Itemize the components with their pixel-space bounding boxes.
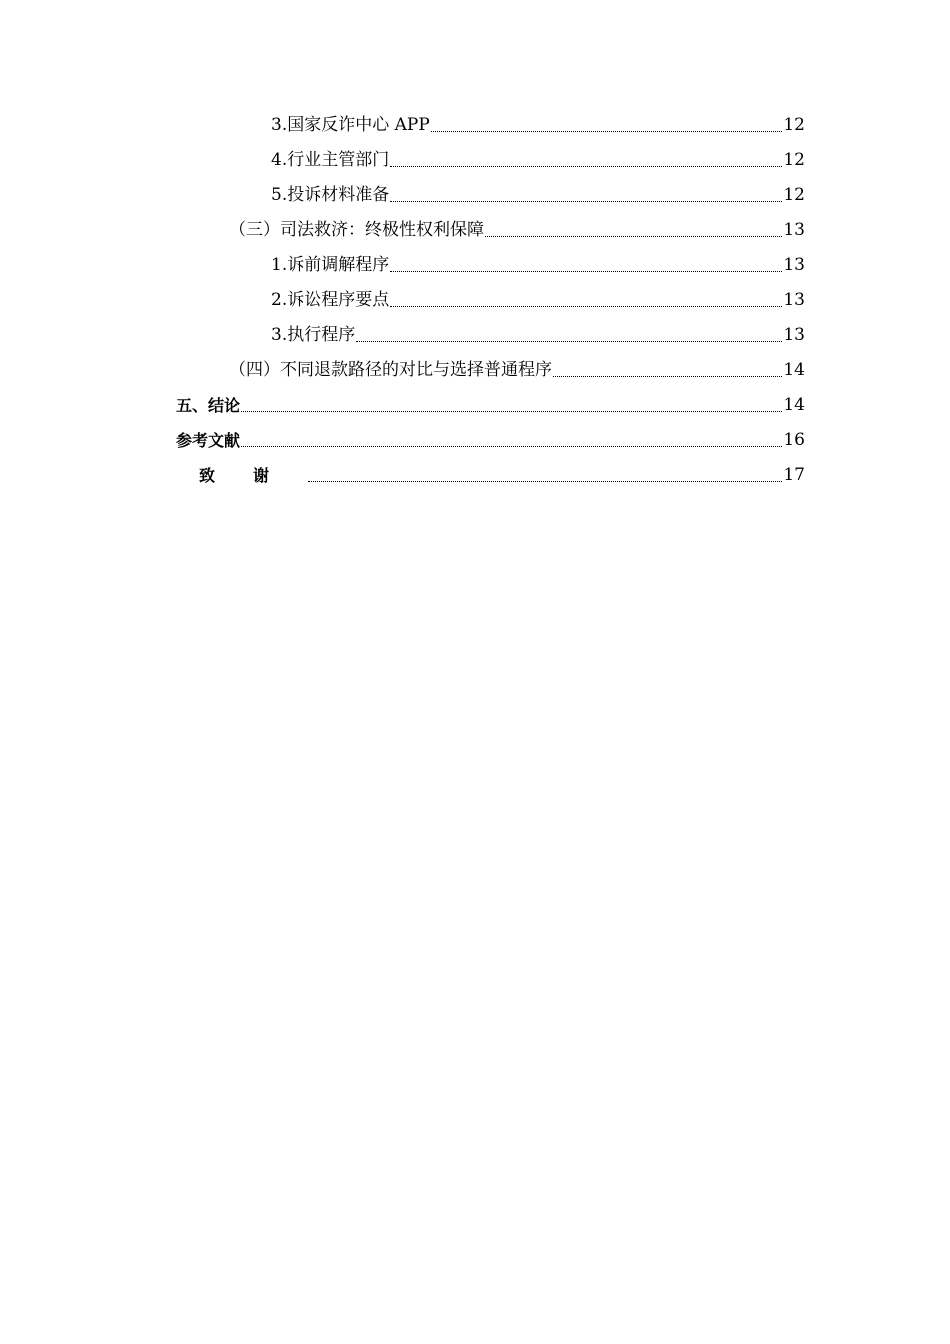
toc-entry-page: 12 — [783, 150, 805, 170]
dot-leader — [390, 248, 782, 283]
toc-entry-label: 4.行业主管部门 — [271, 150, 390, 170]
toc-entry-refund-path-comparison[interactable] — [0, 353, 950, 388]
toc-entry-label: （四）不同退款路径的对比与选择普通程序 — [229, 360, 552, 380]
toc-entry-conclusion[interactable] — [0, 388, 950, 423]
toc-entry-label: 3.国家反诈中心 APP — [271, 115, 430, 135]
toc-entry-label: 致谢 — [199, 466, 308, 485]
dot-leader — [553, 353, 782, 388]
dot-leader — [390, 143, 782, 178]
dot-leader — [485, 213, 782, 248]
toc-entry-label: 5.投诉材料准备 — [271, 185, 390, 205]
toc-entry-acknowledgements[interactable] — [0, 458, 950, 493]
toc-entry-page: 13 — [783, 255, 805, 275]
toc-entry-page: 14 — [783, 360, 805, 380]
dot-leader — [241, 423, 782, 458]
toc-entry-litigation-points[interactable] — [0, 283, 950, 318]
toc-entry-page: 13 — [783, 220, 805, 240]
toc-entry-references[interactable] — [0, 423, 950, 458]
toc-entry-page: 17 — [783, 465, 805, 485]
toc-entry-judicial-relief[interactable] — [0, 213, 950, 248]
toc-entry-label: 2.诉讼程序要点 — [271, 290, 390, 310]
toc-entry-page: 12 — [783, 185, 805, 205]
dot-leader — [308, 458, 782, 493]
dot-leader — [356, 318, 782, 353]
toc-entry-label: 3.执行程序 — [271, 325, 356, 345]
toc-entry-page: 16 — [783, 430, 805, 450]
dot-leader — [390, 283, 782, 318]
dot-leader — [431, 108, 783, 143]
toc-entry-label: 参考文献 — [176, 431, 241, 450]
toc-entry-label: （三）司法救济：终极性权利保障 — [229, 220, 484, 240]
toc-entry-anti-fraud-app[interactable] — [0, 108, 950, 143]
toc-entry-complaint-materials[interactable] — [0, 178, 950, 213]
table-of-contents — [0, 108, 950, 493]
toc-entry-enforcement[interactable] — [0, 318, 950, 353]
toc-entry-pre-litigation-mediation[interactable] — [0, 248, 950, 283]
toc-entry-label: 1.诉前调解程序 — [271, 255, 390, 275]
dot-leader — [390, 178, 782, 213]
toc-entry-page: 13 — [783, 325, 805, 345]
toc-entry-label: 五、结论 — [176, 396, 241, 415]
toc-entry-page: 14 — [783, 395, 805, 415]
toc-entry-page: 12 — [783, 115, 805, 135]
toc-entry-industry-authority[interactable] — [0, 143, 950, 178]
dot-leader — [241, 388, 782, 423]
toc-entry-page: 13 — [783, 290, 805, 310]
